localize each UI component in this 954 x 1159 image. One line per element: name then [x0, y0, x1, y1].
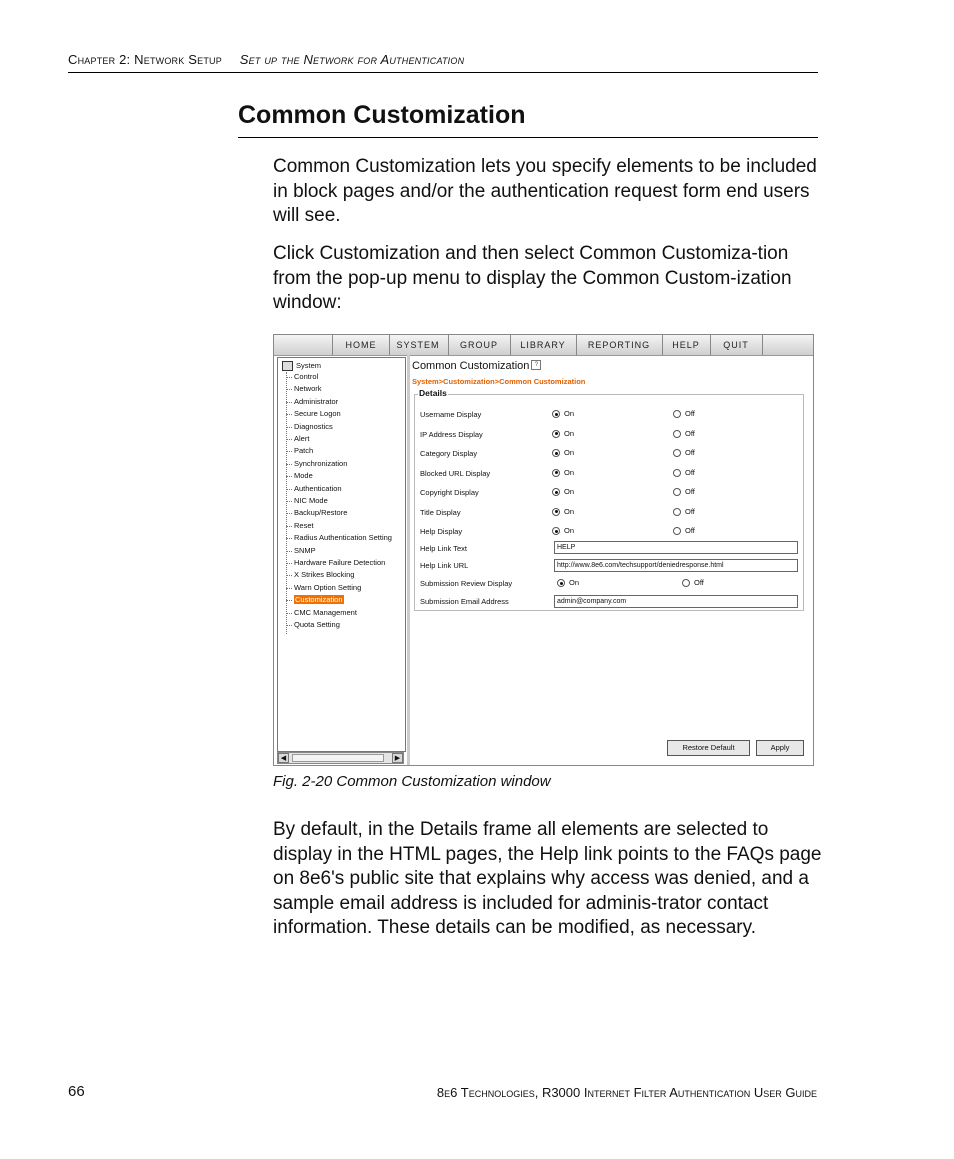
title-display-off[interactable]: [673, 507, 695, 516]
category-display-off[interactable]: [673, 448, 695, 457]
radio-label: On: [564, 467, 575, 477]
menu-help[interactable]: HELP: [662, 335, 711, 355]
help-display-off[interactable]: [673, 526, 695, 535]
menu-group[interactable]: GROUP: [448, 335, 511, 355]
blocked-url-display-label: Blocked URL Display: [420, 468, 491, 478]
copyright-display-label: Copyright Display: [420, 488, 479, 497]
radio-empty-icon: [682, 579, 690, 587]
radio-selected-icon: [552, 410, 560, 418]
help-display-on[interactable]: [552, 526, 574, 535]
tree-item-backup-restore[interactable]: Backup/Restore: [294, 508, 348, 518]
scroll-thumb[interactable]: [292, 754, 384, 762]
footer-title: 8e6 Technologies, R3000 Internet Filter Authentication User Guide: [436, 1085, 817, 1100]
figure-caption: Fig. 2-20 Common Customization window: [273, 773, 551, 790]
radio-label: Off: [685, 487, 695, 496]
radio-empty-icon: [673, 410, 681, 418]
radio-empty-icon: [673, 488, 681, 496]
username-display-on[interactable]: [552, 409, 574, 418]
radio-selected-icon: [557, 579, 565, 587]
tree-item-network[interactable]: Network: [294, 384, 322, 394]
tree-item-diagnostics[interactable]: Diagnostics: [294, 421, 333, 431]
menu-system[interactable]: SYSTEM: [388, 335, 449, 355]
help-link-text-input[interactable]: HELP: [554, 541, 798, 554]
tree-horizontal-scrollbar[interactable]: [277, 752, 404, 764]
menu-library[interactable]: LIBRARY: [510, 335, 577, 355]
menu-home[interactable]: HOME: [332, 335, 390, 355]
radio-selected-icon: [552, 508, 560, 516]
tree-item-mode[interactable]: Mode: [294, 471, 313, 481]
blocked-url-display-off[interactable]: [673, 468, 695, 477]
menu-quit[interactable]: QUIT: [710, 335, 763, 355]
intro-paragraph: Common Customization lets you specify elements to be included in block pages and/or the authentication request form end users will see.: [273, 156, 817, 227]
tree-item-authentication[interactable]: Authentication: [294, 483, 342, 493]
tree-item-radius-authentication-setting[interactable]: Radius Authentication Setting: [294, 533, 392, 543]
blocked-url-display-on[interactable]: [552, 468, 574, 477]
window-title-text: Common Customization: [412, 360, 530, 372]
help-display-label: Help Display: [420, 527, 463, 536]
radio-selected-icon: [552, 469, 560, 477]
username-display-label: Username Display: [420, 410, 482, 419]
title-display-on[interactable]: [552, 507, 574, 516]
restore-default-button[interactable]: Restore Default: [667, 740, 750, 756]
apply-button[interactable]: Apply: [756, 740, 804, 756]
ip-address-display-label: IP Address Display: [420, 429, 483, 439]
scroll-left-icon[interactable]: ◀: [278, 753, 289, 763]
help-link-text-label: Help Link Text: [420, 544, 467, 553]
radio-label: On: [569, 578, 580, 587]
copyright-display-on[interactable]: [552, 487, 574, 496]
header-rule: [68, 72, 818, 73]
tree-item-snmp[interactable]: SNMP: [294, 545, 316, 555]
radio-label: On: [564, 526, 575, 535]
pane-divider[interactable]: [407, 355, 410, 766]
tree-item-patch[interactable]: Patch: [294, 446, 314, 456]
radio-label: On: [564, 487, 575, 496]
submission-review-on[interactable]: [557, 578, 579, 587]
chapter-title: Chapter 2: Network Setup: [68, 52, 222, 67]
computer-icon: [282, 361, 293, 371]
tree-item-synchronization[interactable]: Synchronization: [294, 458, 348, 468]
help-link-url-label: Help Link URL: [420, 561, 469, 570]
tree-item-secure-logon[interactable]: Secure Logon: [294, 409, 341, 419]
radio-empty-icon: [673, 430, 681, 438]
heading-rule: [238, 137, 818, 138]
radio-label: On: [564, 448, 575, 457]
tree-item-quota-setting[interactable]: Quota Setting: [294, 620, 340, 629]
radio-label: On: [564, 506, 575, 516]
details-legend: Details: [419, 388, 447, 398]
help-link-url-input[interactable]: http://www.8e6.com/techsupport/deniedresponse.html: [554, 559, 798, 572]
top-menu-bar: [274, 335, 813, 356]
category-display-on[interactable]: [552, 448, 574, 457]
copyright-display-off[interactable]: [673, 487, 695, 496]
radio-label: Off: [685, 448, 695, 457]
radio-label: On: [564, 409, 575, 418]
radio-label: Off: [685, 526, 695, 535]
submission-email-label: Submission Email Address: [420, 597, 509, 606]
instruction-paragraph: Click Customization and then select Common Customiza-tion from the pop-up menu to display the Common Custom-ization window:: [273, 243, 792, 314]
title-display-label: Title Display: [420, 507, 461, 517]
tree-connector: [286, 372, 287, 634]
radio-label: Off: [685, 506, 695, 516]
tree-item-hardware-failure-detection[interactable]: Hardware Failure Detection: [294, 558, 386, 567]
running-header: [68, 52, 464, 67]
radio-selected-icon: [552, 430, 560, 438]
radio-label: Off: [694, 578, 704, 587]
section-title: Set up the Network for Authentication: [239, 52, 465, 67]
tree-item-customization-label: Customization: [295, 595, 343, 605]
tree-item-administrator[interactable]: Administrator: [294, 396, 339, 406]
radio-label: Off: [685, 409, 695, 418]
screenshot-common-customization: [273, 334, 814, 766]
scroll-right-icon[interactable]: ▶: [392, 753, 403, 763]
page-heading: Common Customization: [238, 101, 526, 129]
radio-label: Off: [685, 467, 695, 477]
tree-item-warn-option-setting[interactable]: Warn Option Setting: [294, 582, 362, 592]
submission-email-input[interactable]: admin@company.com: [554, 595, 798, 608]
tree-item-alert[interactable]: Alert: [294, 434, 310, 443]
ip-address-display-on[interactable]: [552, 429, 574, 438]
tree-item-control[interactable]: Control: [294, 372, 319, 381]
submission-review-off[interactable]: [682, 578, 704, 587]
tree-item-cmc-management[interactable]: CMC Management: [294, 607, 357, 617]
tree-item-reset[interactable]: Reset: [294, 520, 314, 530]
tree-item-x-strikes-blocking[interactable]: X Strikes Blocking: [294, 570, 355, 580]
tree-root-label: System: [296, 361, 322, 370]
radio-label: Off: [685, 428, 695, 438]
radio-selected-icon: [552, 449, 560, 457]
help-icon[interactable]: ?: [531, 360, 541, 370]
tree-root[interactable]: [282, 361, 321, 371]
page-number: 66: [68, 1083, 85, 1100]
category-display-label: Category Display: [420, 449, 478, 458]
tree-item-customization[interactable]: [294, 595, 344, 604]
menu-reporting[interactable]: REPORTING: [576, 335, 663, 355]
tree-item-nic-mode[interactable]: NIC Mode: [294, 496, 328, 505]
radio-empty-icon: [673, 527, 681, 535]
radio-empty-icon: [673, 449, 681, 457]
navigation-tree: [277, 357, 406, 752]
radio-empty-icon: [673, 469, 681, 477]
radio-selected-icon: [552, 527, 560, 535]
breadcrumb: System>Customization>Common Customization: [412, 377, 586, 386]
radio-empty-icon: [673, 508, 681, 516]
ip-address-display-off[interactable]: [673, 429, 695, 438]
default-details-paragraph: By default, in the Details frame all elements are selected to display in the HTML pages, the Help link points to the FAQs page on 8e6's public site that explains why access was denied, and a sample email address is included for adminis-trator contact information. These details can be modified, as necessary.: [273, 819, 822, 939]
window-title: [412, 360, 541, 372]
radio-label: On: [564, 428, 575, 438]
username-display-off[interactable]: [673, 409, 695, 418]
submission-review-display-label: Submission Review Display: [420, 579, 513, 588]
radio-selected-icon: [552, 488, 560, 496]
